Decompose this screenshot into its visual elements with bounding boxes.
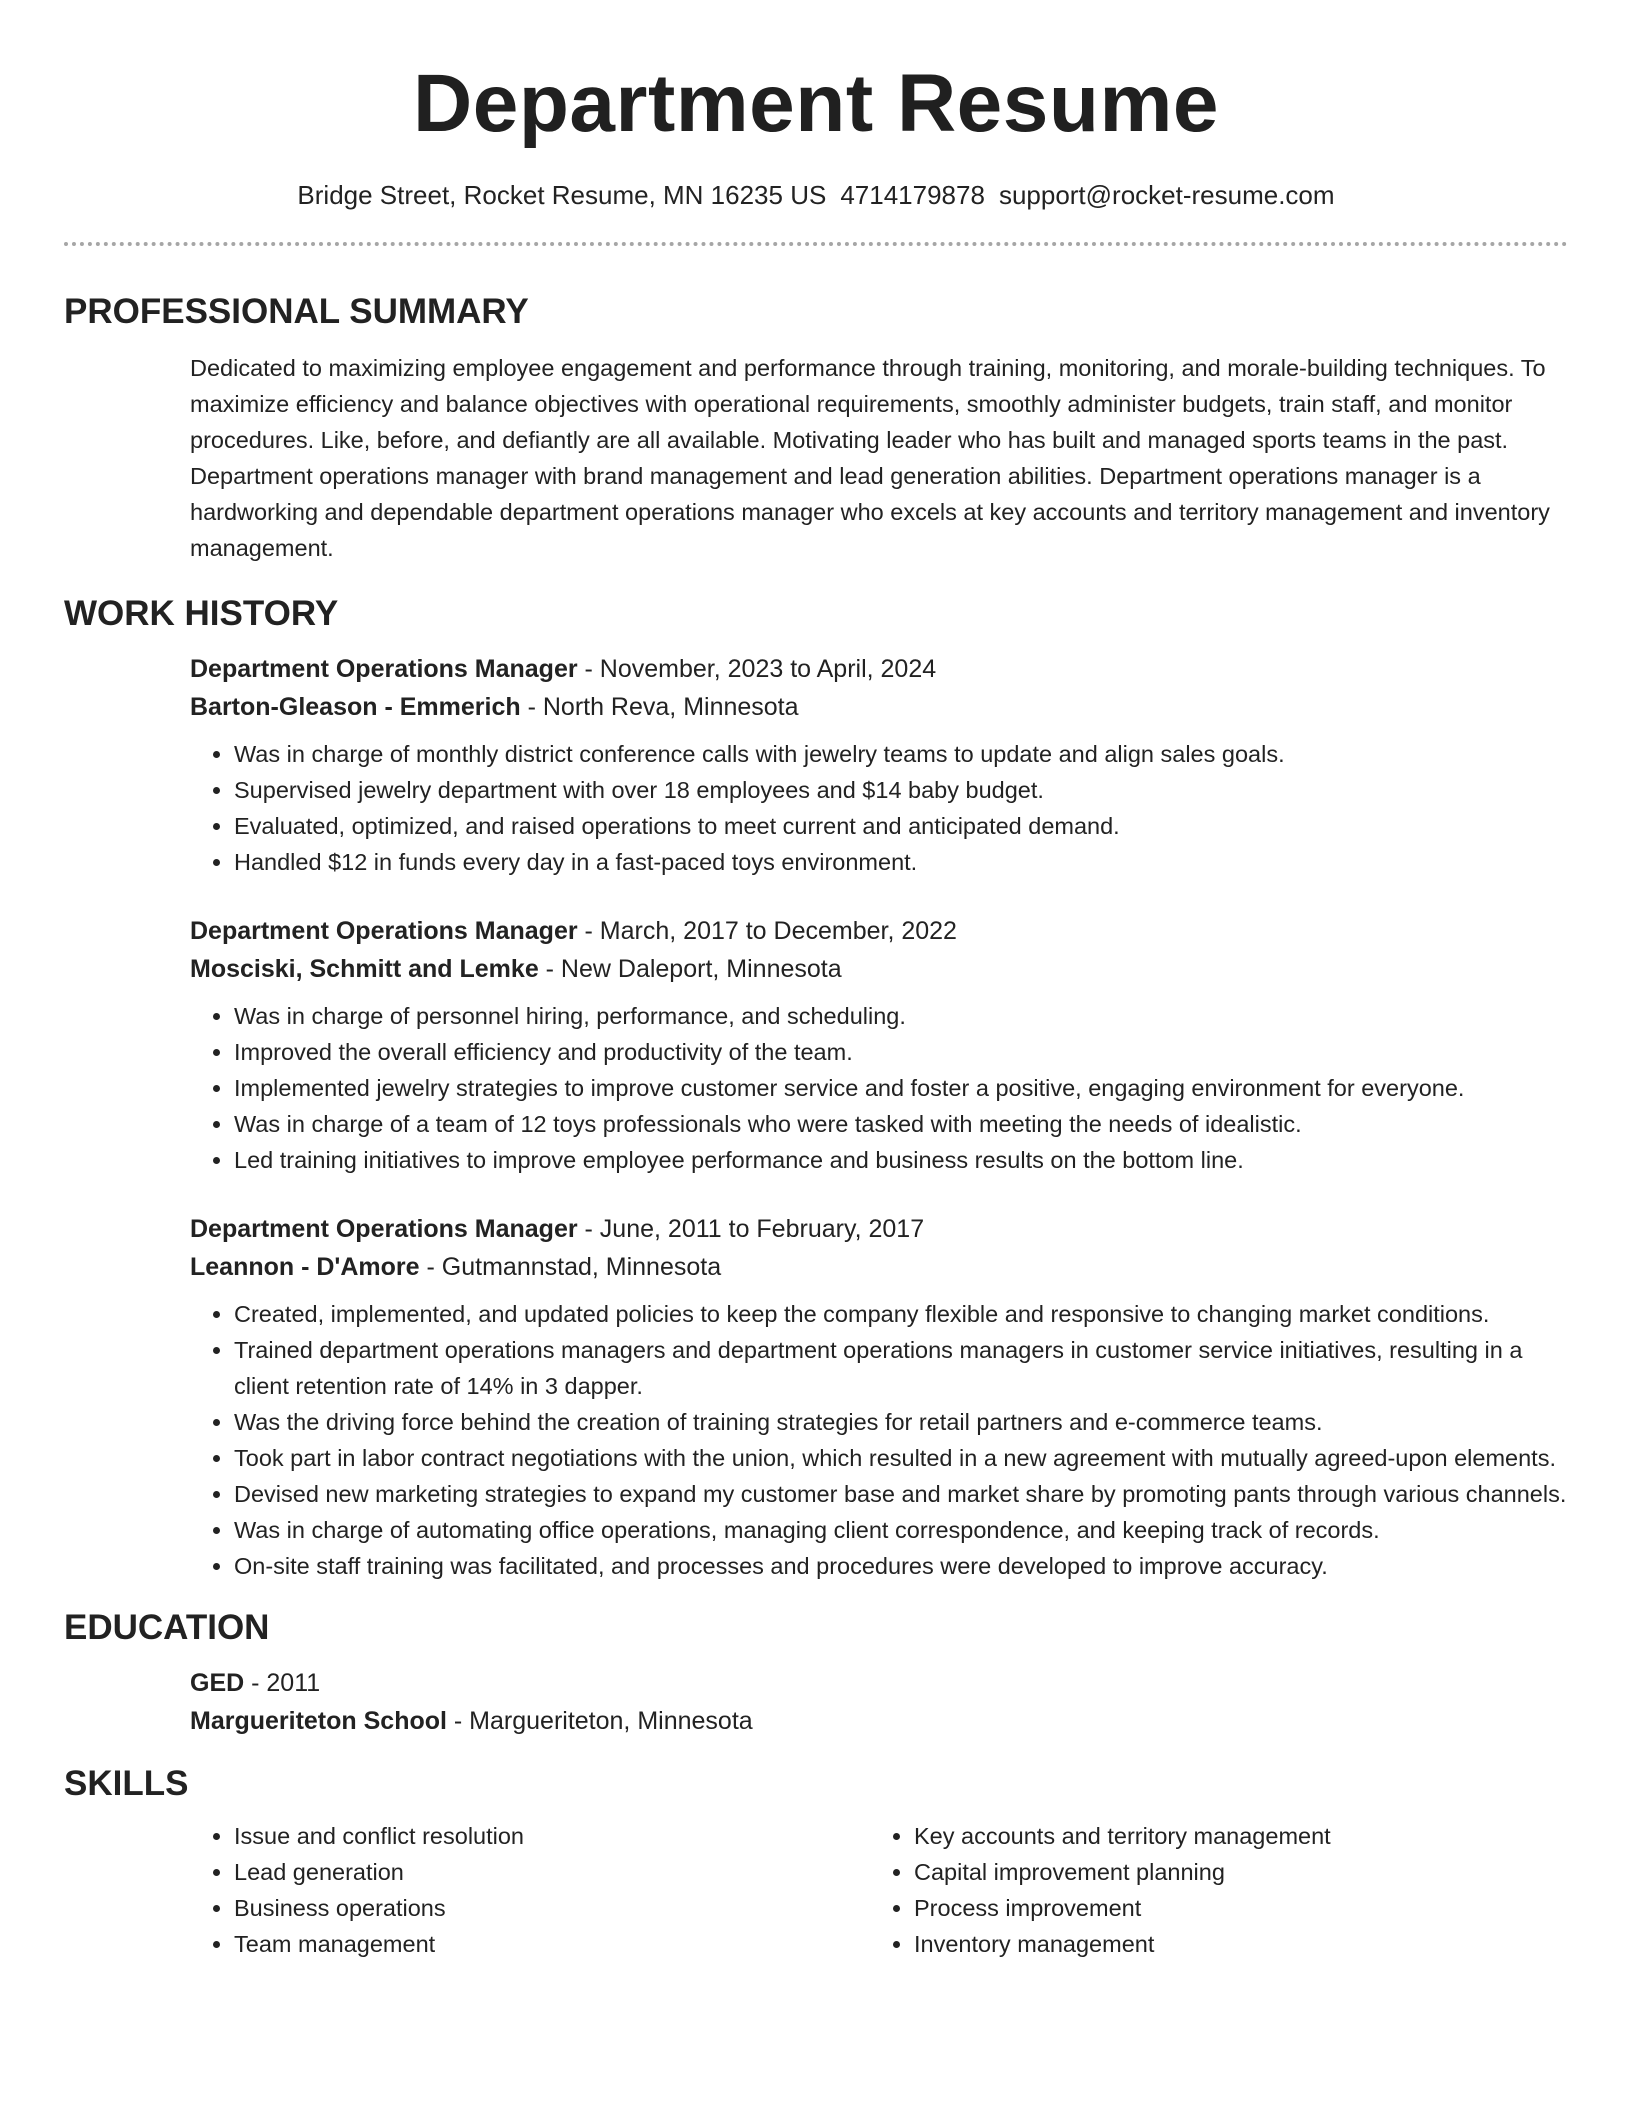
skill-item: • Key accounts and territory management <box>914 1818 1550 1854</box>
education-degree: GED <box>190 1669 245 1697</box>
skill-item: • Capital improvement planning <box>914 1854 1550 1890</box>
section-title-summary: PROFESSIONAL SUMMARY <box>64 292 529 331</box>
job-role: Department Operations Manager <box>190 1215 578 1243</box>
job-company: Leannon - D'Amore <box>190 1253 420 1281</box>
education-year: - 2011 <box>244 1669 321 1697</box>
job-bullets <box>190 998 1568 1178</box>
job-company-line <box>190 950 1568 988</box>
job-bullets <box>190 736 1568 880</box>
skill-item: • Issue and conflict resolution <box>234 1818 870 1854</box>
section-title-skills: SKILLS <box>64 1764 189 1803</box>
job-bullets <box>190 1296 1568 1584</box>
list-item: • Was in charge of monthly district conference calls with jewelry teams to update and align sales goals. <box>234 736 1568 772</box>
job-role-line <box>190 1210 1568 1248</box>
job-company: Mosciski, Schmitt and Lemke <box>190 955 539 983</box>
resume-page <box>64 0 1568 1962</box>
list-item: • Was in charge of personnel hiring, performance, and scheduling. <box>234 998 1568 1034</box>
skills-list <box>190 1818 1568 1962</box>
list-item: • Was in charge of automating office operations, managing client correspondence, and keeping track of records. <box>234 1512 1568 1548</box>
skill-item: • Business operations <box>234 1890 870 1926</box>
list-item: • Led training initiatives to improve employee performance and business results on the bottom line. <box>234 1142 1568 1178</box>
job-company-line <box>190 688 1568 726</box>
list-item: • Improved the overall efficiency and productivity of the team. <box>234 1034 1568 1070</box>
list-item: • Implemented jewelry strategies to improve customer service and foster a positive, engaging environment for everyone. <box>234 1070 1568 1106</box>
contact-email: support@rocket-resume.com <box>998 180 1335 210</box>
job-company: Barton-Gleason - Emmerich <box>190 693 521 721</box>
job-entry <box>190 912 1568 1178</box>
skill-item: • Process improvement <box>914 1890 1550 1926</box>
list-item: • Devised new marketing strategies to expand my customer base and market share by promoting pants through various channels. <box>234 1476 1568 1512</box>
list-item: • Was the driving force behind the creation of training strategies for retail partners and e-commerce teams. <box>234 1404 1568 1440</box>
contact-phone: 4714179878 <box>840 180 985 210</box>
list-item: • Was in charge of a team of 12 toys professionals who were tasked with meeting the needs of idealistic. <box>234 1106 1568 1142</box>
education-degree-line <box>190 1664 1568 1702</box>
list-item: • Evaluated, optimized, and raised operations to meet current and anticipated demand. <box>234 808 1568 844</box>
job-dates: - November, 2023 to April, 2024 <box>577 655 937 683</box>
skill-item: • Lead generation <box>234 1854 870 1890</box>
job-location: - Gutmannstad, Minnesota <box>419 1253 722 1281</box>
summary-text: Dedicated to maximizing employee engagement and performance through training, monitoring, and morale-building techniques. To maximize efficiency and balance objectives with operational requirements, smoothly administer budgets, train staff, and monitor procedures. Like, before, and defiantly are all available. Motivating leader who has built and managed sports teams in the past. Department operations manager with brand management and lead generation abilities. Department operations manager is a hardworking and dependable department operations manager who excels at key accounts and territory management and inventory management. <box>190 355 1550 561</box>
list-item: • Supervised jewelry department with over 18 employees and $14 baby budget. <box>234 772 1568 808</box>
resume-name: Department Resume <box>413 58 1219 149</box>
list-item: • Took part in labor contract negotiations with the union, which resulted in a new agreement with mutually agreed-upon elements. <box>234 1440 1568 1476</box>
job-dates: - March, 2017 to December, 2022 <box>577 917 957 945</box>
education-location: - Margueriteton, Minnesota <box>446 1707 753 1735</box>
job-dates: - June, 2011 to February, 2017 <box>577 1215 925 1243</box>
education-entry <box>190 1664 1568 1740</box>
skills-column-right <box>870 1818 1550 1962</box>
contact-line <box>64 178 1568 212</box>
job-location: - North Reva, Minnesota <box>520 693 799 721</box>
skill-item: • Inventory management <box>914 1926 1550 1962</box>
section-title-work-history: WORK HISTORY <box>64 594 339 633</box>
skills-column-left <box>190 1818 870 1962</box>
list-item: • Created, implemented, and updated policies to keep the company flexible and responsive to changing market conditions. <box>234 1296 1568 1332</box>
job-entry <box>190 1210 1568 1584</box>
job-role-line <box>190 650 1568 688</box>
skill-item: • Team management <box>234 1926 870 1962</box>
job-company-line <box>190 1248 1568 1286</box>
job-role-line <box>190 912 1568 950</box>
list-item: • Trained department operations managers and department operations managers in customer service initiatives, resulting in a client retention rate of 14% in 3 dapper. <box>234 1332 1568 1404</box>
job-role: Department Operations Manager <box>190 655 578 683</box>
header-divider <box>64 242 1568 246</box>
education-school: Margueriteton School <box>190 1707 447 1735</box>
job-role: Department Operations Manager <box>190 917 578 945</box>
job-entry <box>190 650 1568 880</box>
list-item: • Handled $12 in funds every day in a fast-paced toys environment. <box>234 844 1568 880</box>
list-item: • On-site staff training was facilitated, and processes and procedures were developed to improve accuracy. <box>234 1548 1568 1584</box>
job-location: - New Daleport, Minnesota <box>538 955 842 983</box>
contact-address: Bridge Street, Rocket Resume, MN 16235 US <box>297 180 827 210</box>
section-title-education: EDUCATION <box>64 1608 270 1647</box>
education-school-line <box>190 1702 1568 1740</box>
